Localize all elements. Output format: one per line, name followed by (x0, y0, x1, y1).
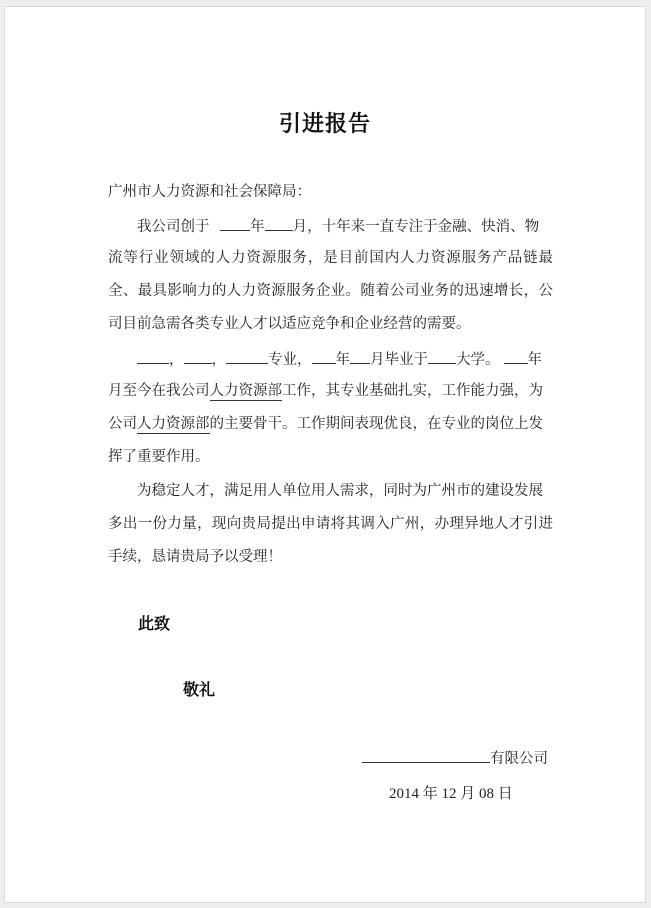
signature-line (362, 747, 548, 768)
para2-line2 (108, 381, 553, 401)
grad-text: 月毕业于 (370, 352, 428, 368)
month-blank (265, 215, 293, 231)
para1-text-b: 年 (250, 219, 265, 235)
para1-text-c: 月，十年来一直专注于金融、快消、物 (292, 219, 540, 235)
year2-text: 年 (527, 352, 542, 368)
para2-line1 (108, 348, 553, 370)
gender-blank (184, 348, 212, 364)
year-text: 年 (335, 352, 350, 368)
year-blank (220, 215, 250, 231)
sep2: ， (211, 352, 226, 368)
univ-text: 大学。 (456, 352, 500, 368)
para3-line3: 手续，恳请贵局予以受理！ (108, 549, 282, 565)
addressee: 广州市人力资源和社会保障局： (108, 184, 311, 200)
para1-text-a: 我公司创于 (137, 219, 210, 235)
para3-line1: 为稳定人才，满足用人单位用人需求，同时为广州市的建设发展 (137, 483, 543, 499)
document-page (4, 6, 646, 903)
company-name-blank (362, 747, 490, 763)
sep1: ， (169, 352, 184, 368)
para2-text-c: 公司 (108, 416, 137, 432)
para2-text-a: 月至今在我公司 (108, 383, 210, 399)
company-suffix: 有限公司 (490, 751, 548, 767)
university-blank (428, 348, 456, 364)
closing-salutation: 此致 (138, 614, 171, 633)
name-blank (137, 348, 169, 364)
document-date: 2014 年 12 月 08 日 (389, 786, 513, 802)
major-text: 专业， (268, 352, 312, 368)
para1-line3: 全、最具影响力的人力资源服务企业。随着公司业务的迅速增长，公 (108, 283, 553, 299)
para1-line1 (108, 215, 553, 237)
start-year-blank (504, 348, 528, 364)
grad-year-blank (312, 348, 336, 364)
para1-line2: 流等行业领域的人力资源服务，是目前国内人力资源服务产品链最 (108, 250, 553, 266)
department-underlined-2: 人力资源部 (137, 416, 210, 432)
para2-text-d: 的主要骨干。工作期间表现优良，在专业的岗位上发 (209, 416, 543, 432)
para3-line2: 多出一份力量，现向贵局提出申请将其调入广州，办理异地人才引进 (108, 516, 553, 532)
closing-regards: 敬礼 (183, 680, 216, 699)
major-blank (226, 348, 268, 364)
para2-text-b: 工作，其专业基础扎实，工作能力强，为 (282, 383, 543, 399)
grad-month-blank (350, 348, 370, 364)
para2-line3 (108, 414, 553, 434)
para1-line4: 司目前急需各类专业人才以适应竞争和企业经营的需要。 (108, 316, 471, 332)
para2-line4: 挥了重要作用。 (108, 449, 210, 465)
department-underlined: 人力资源部 (209, 383, 282, 399)
document-title: 引进报告 (278, 111, 371, 137)
